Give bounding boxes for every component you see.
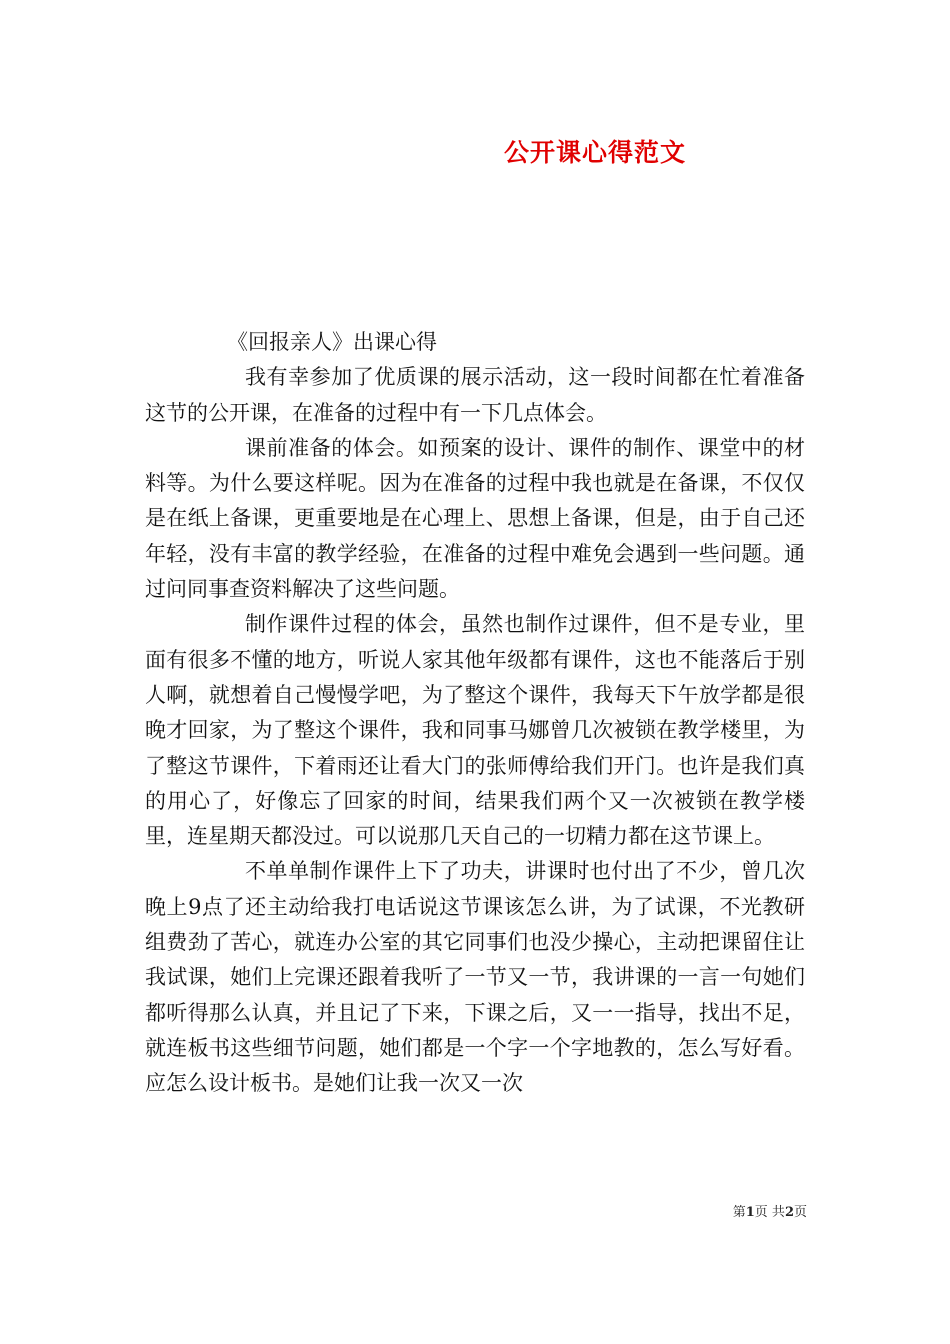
document-title-text: 公开课心得范文 xyxy=(503,138,686,167)
footer-page-number: 1 xyxy=(745,1205,755,1220)
paragraph: 不单单制作课件上下了功夫，讲课时也付出了不少，曾几次晚上9点了还主动给我打电话说这节课该怎么讲，为了试课，不光教研组费劲了苦心，就连办公室的其它同事们也没少操心，主动把课留住让我试课，她们上完课还跟着我听了一节又一节，我讲课的一言一句她们都听得那么认真，并且记了下来，下课之后，又一一指导，找出不足，就连板书这些细节问题，她们都是一个字一个字地教的，怎么写好看。应怎么设计板书。是她们让我一次又一次 xyxy=(145,859,805,1096)
footer-prefix: 第 xyxy=(732,1205,746,1220)
footer-middle: 页 共 xyxy=(754,1205,785,1220)
document-subtitle: 《回报亲人》出课心得 xyxy=(227,330,437,354)
document-title xyxy=(0,133,950,169)
page-footer xyxy=(733,1201,807,1220)
footer-suffix: 页 xyxy=(793,1205,807,1220)
paragraph: 课前准备的体会。如预案的设计、课件的制作、课堂中的材料等。为什么要这样呢。因为在准备的过程中我也就是在备课，不仅仅是在纸上备课，更重要地是在心理上、思想上备课，但是，由于自己还年轻，没有丰富的教学经验，在准备的过程中难免会遇到一些问题。通过问同事查资料解决了这些问题。 xyxy=(145,435,805,602)
footer-total-pages: 2 xyxy=(784,1205,794,1220)
document-body xyxy=(145,325,805,1102)
paragraph: 制作课件过程的体会，虽然也制作过课件，但不是专业，里面有很多不懂的地方，听说人家其他年级都有课件，这也不能落后于别人啊，就想着自己慢慢学吧，为了整这个课件，我每天下午放学都是很晚才回家，为了整这个课件，我和同事马娜曾几次被锁在教学楼里，为了整这节课件，下着雨还让看大门的张师傅给我们开门。也许是我们真的用心了，好像忘了回家的时间，结果我们两个又一次被锁在教学楼里，连星期天都没过。可以说那几天自己的一切精力都在这节课上。 xyxy=(145,612,805,849)
paragraph: 我有幸参加了优质课的展示活动，这一段时间都在忙着准备这节的公开课，在准备的过程中有一下几点体会。 xyxy=(145,365,805,425)
